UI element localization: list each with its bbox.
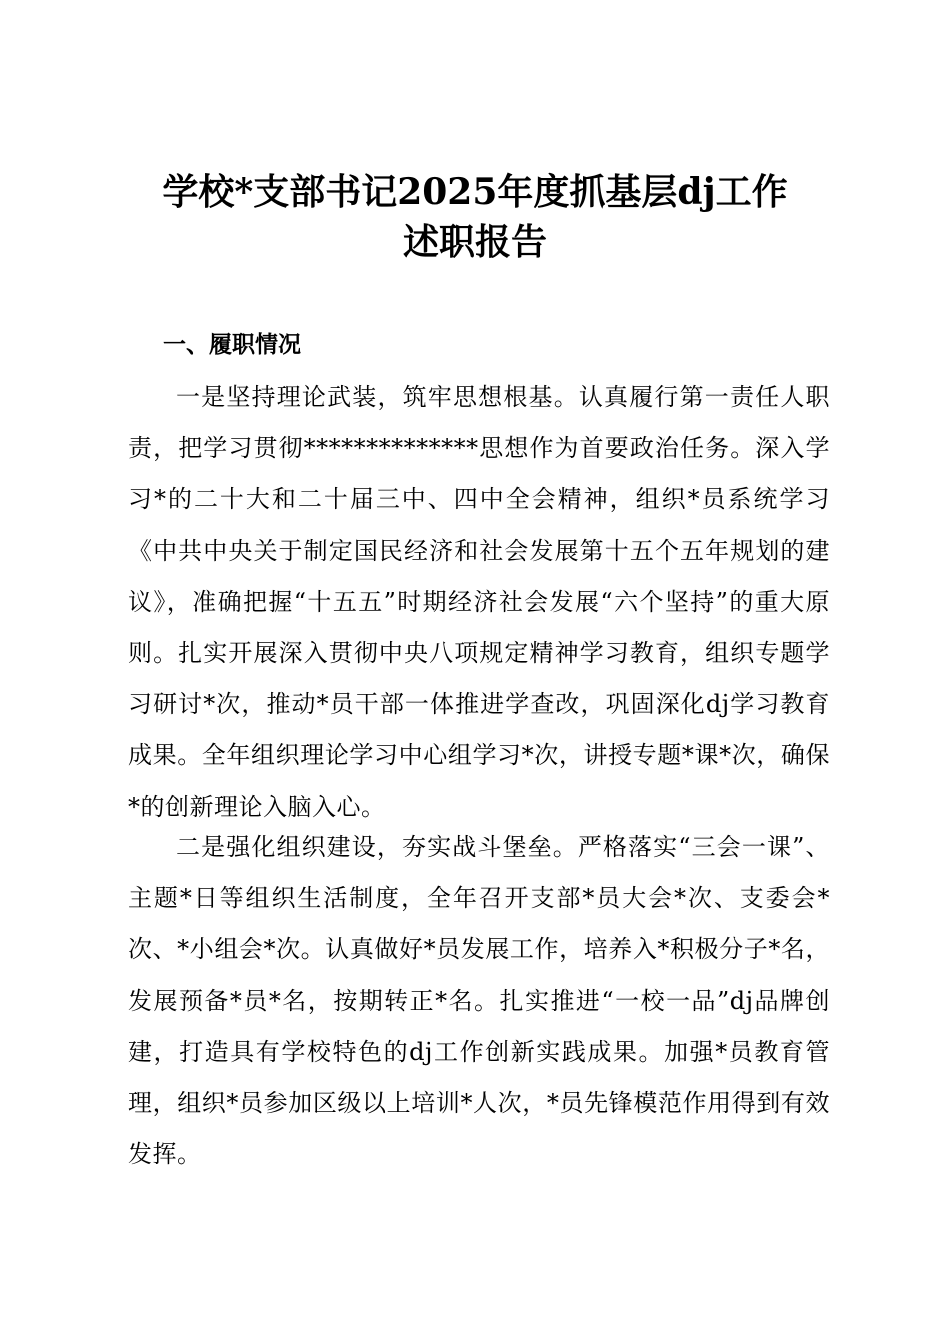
section-heading: 一、履职情况 [163, 332, 301, 358]
paragraph-2: 二是强化组织建设，夯实战斗堡垒。严格落实“三会一课”、主题*日等组织生活制度，全年召开支部*员大会*次、支委会*次、*小组会*次。认真做好*员发展工作，培养入*积极分子*名，发展预备*员*名，按期转正*名。扎实推进“一校一品”dj品牌创建，打造具有学校特色的dj工作创新实践成果。加强*员教育管理，组织*员参加区级以上培训*人次，*员先锋模范作用得到有效发挥。 [128, 833, 830, 1169]
document-title-line-1: 学校*支部书记2025年度抓基层dj工作 [162, 171, 788, 213]
paragraph-1: 一是坚持理论武装，筑牢思想根基。认真履行第一责任人职责，把学习贯彻**************思想作为首要政治任务。深入学习*的二十大和二十届三中、四中全会精神，组织*员系统学习《中共中央关于制定国民经济和社会发展第十五个五年规划的建议》，准确把握“十五五”时期经济社会发展“六个坚持”的重大原则。扎实开展深入贯彻中央八项规定精神学习教育，组织专题学习研讨*次，推动*员干部一体推进学查改，巩固深化dj学习教育成果。全年组织理论学习中心组学习*次，讲授专题*课*次，确保*的创新理论入脑入心。 [128, 383, 830, 821]
document-title-line-2: 述职报告 [402, 221, 547, 263]
